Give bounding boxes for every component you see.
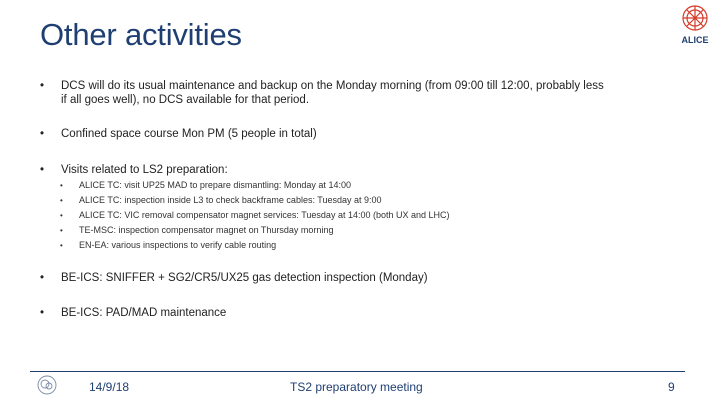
footer-date: 14/9/18 [89,380,130,394]
bullet-text-line: Confined space course Mon PM (5 people in total) [61,128,317,140]
sub-bullet-text: TE-MSC: inspection compensator magnet on Thursday morning [79,225,334,235]
sub-bullet-dot: • [60,226,63,235]
bullet-dot: • [40,80,45,92]
alice-logo [674,2,716,46]
sub-bullet-dot: • [60,196,63,205]
sub-bullet-dot: • [60,181,63,190]
page-number: 9 [668,380,675,394]
footer-meeting-title: TS2 preparatory meeting [290,380,423,394]
bullet-dot: • [40,128,45,140]
bullet-text-line: Visits related to LS2 preparation: [61,164,228,176]
sub-bullet-dot: • [60,211,63,220]
footer-divider [30,371,685,372]
sub-bullet-dot: • [60,241,63,250]
bullet-text-line: if all goes well), no DCS available for that period. [61,94,310,106]
slide-title: Other activities [40,17,242,52]
bullet-dot: • [40,164,45,176]
bullet-text-line: BE-ICS: PAD/MAD maintenance [61,307,227,319]
bullet-text-line: BE-ICS: SNIFFER + SG2/CR5/UX25 gas detection inspection (Monday) [61,272,428,284]
bullet-dot: • [40,307,45,319]
sub-bullet-text: ALICE TC: inspection inside L3 to check backframe cables: Tuesday at 9:00 [79,195,382,205]
bullet-text-line: DCS will do its usual maintenance and backup on the Monday morning (from 09:00 till 12:00, probably less [61,80,604,92]
sub-bullet-text: ALICE TC: visit UP25 MAD to prepare dismantling: Monday at 14:00 [79,180,351,190]
bullet-dot: • [40,272,45,284]
alice-logo-text: ALICE [681,35,709,45]
sub-bullet-text: ALICE TC: VIC removal compensator magnet services: Tuesday at 14:00 (both UX and LHC) [79,210,450,220]
sub-bullet-text: EN-EA: various inspections to verify cable routing [79,240,277,250]
cern-logo-icon [36,374,58,396]
